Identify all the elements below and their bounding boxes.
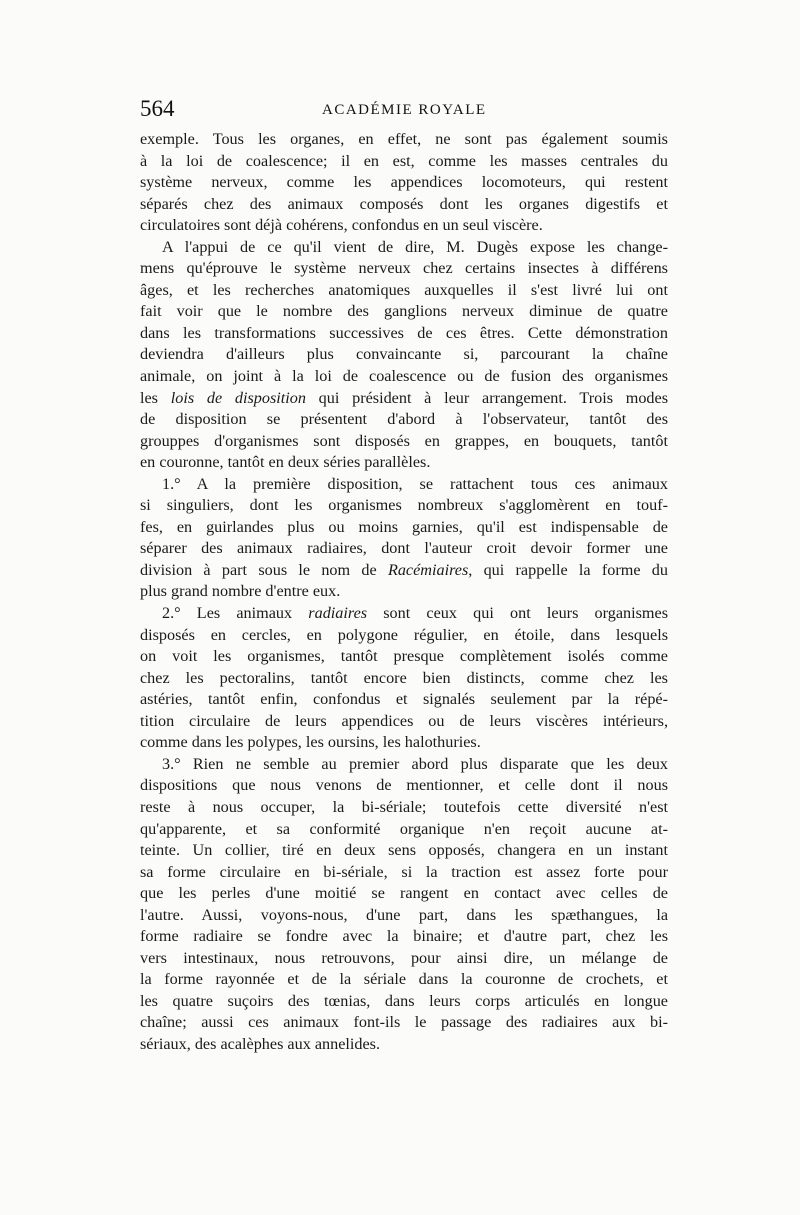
page-header bbox=[140, 96, 668, 126]
text-line: séparer des animaux radiaires, dont l'auteur croit devoir former une bbox=[140, 539, 668, 558]
text-line: tition circulaire de leurs appendices ou de leurs viscères intérieurs, bbox=[140, 711, 668, 730]
text-line: séparés chez des animaux composés dont les organes digestifs et bbox=[140, 194, 668, 213]
text-line: reste à nous occuper, la bi-sériale; toutefois cette diversité n'est bbox=[140, 797, 668, 816]
text-line: plus grand nombre d'entre eux. bbox=[140, 582, 341, 601]
italic-term: Racémiaires bbox=[387, 560, 469, 579]
running-head: ACADÉMIE ROYALE bbox=[322, 102, 487, 118]
text-line: comme dans les polypes, les oursins, les halothuries. bbox=[140, 733, 481, 752]
text-line: à la loi de coalescence; il en est, comme les masses centrales du bbox=[140, 151, 668, 170]
text-line: animale, on joint à la loi de coalescence ou de fusion des organismes bbox=[140, 367, 668, 386]
italic-term: lois de disposition bbox=[170, 388, 306, 407]
body-text bbox=[140, 129, 668, 1056]
text-line: on voit les organismes, tantôt presque complètement isolés comme bbox=[140, 647, 668, 666]
italic-term: radiaires bbox=[308, 604, 368, 623]
text-line: la forme rayonnée et de la sériale dans la couronne de crochets, et bbox=[140, 970, 668, 989]
text-line: astéries, tantôt enfin, confondus et signalés seulement par la répé- bbox=[140, 690, 668, 709]
text-line: sériaux, des acalèphes aux annelides. bbox=[140, 1034, 381, 1053]
text-line: que les perles d'une moitié se rangent en contact avec celles de bbox=[140, 884, 668, 903]
text-line: circulatoires sont déjà cohérens, confondus en un seul viscère. bbox=[140, 216, 543, 235]
text-line: fait voir que le nombre des ganglions nerveux diminue de quatre bbox=[140, 302, 668, 321]
text-segment: division à part sous le nom de bbox=[140, 560, 388, 579]
text-line: 1.° A la première disposition, se rattachent tous ces animaux bbox=[162, 474, 668, 493]
text-line: exemple. Tous les organes, en effet, ne sont pas également soumis bbox=[140, 130, 668, 148]
text-line: vers intestinaux, nous retrouvons, pour ainsi dire, un mélange de bbox=[140, 948, 668, 967]
text-line: dans les transformations successives de ces êtres. Cette démonstration bbox=[140, 323, 668, 342]
text-line: teinte. Un collier, tiré en deux sens opposés, changera en un instant bbox=[140, 841, 668, 860]
text-line: forme radiaire se fondre avec la binaire; et d'autre part, chez les bbox=[140, 927, 668, 946]
text-segment: les bbox=[140, 388, 171, 407]
text-line: en couronne, tantôt en deux séries parallèles. bbox=[140, 453, 431, 472]
text-line bbox=[140, 560, 668, 582]
text-line: si singuliers, dont les organismes nombreux s'agglomèrent en touf- bbox=[140, 496, 668, 515]
text-segment: qui président à leur arrangement. Trois modes bbox=[305, 388, 668, 407]
text-line: deviendra d'ailleurs plus convaincante si, parcourant la chaîne bbox=[140, 345, 668, 364]
text-line: A l'appui de ce qu'il vient de dire, M. Dugès expose les change- bbox=[162, 237, 668, 256]
text-line: fes, en guirlandes plus ou moins garnies, qu'il est indispensable de bbox=[140, 517, 668, 536]
text-segment: , qui rappelle la forme du bbox=[468, 560, 668, 579]
text-line: chez les pectoralins, tantôt encore bien distincts, comme chez les bbox=[140, 668, 668, 687]
text-line bbox=[140, 388, 668, 410]
text-line: disposés en cercles, en polygone régulier, en étoile, dans lesquels bbox=[140, 625, 668, 644]
text-line: système nerveux, comme les appendices locomoteurs, qui restent bbox=[140, 173, 668, 192]
page-number: 564 bbox=[140, 96, 175, 121]
text-line: âges, et les recherches anatomiques auxquelles il s'est livré lui ont bbox=[140, 280, 668, 299]
text-line: les quatre suçoirs des tœnias, dans leurs corps articulés en longue bbox=[140, 991, 668, 1010]
text-line: chaîne; aussi ces animaux font-ils le passage des radiaires aux bi- bbox=[140, 1013, 668, 1032]
text-line bbox=[140, 603, 668, 625]
text-segment: sont ceux qui ont leurs organismes bbox=[367, 604, 668, 623]
text-line: mens qu'éprouve le système nerveux chez certains insectes à différens bbox=[140, 259, 668, 278]
text-line: dispositions que nous venons de mentionner, et celle dont il nous bbox=[140, 776, 668, 795]
text-line: l'autre. Aussi, voyons-nous, d'une part, dans les spæthangues, la bbox=[140, 905, 668, 924]
text-line: sa forme circulaire en bi-sériale, si la traction est assez forte pour bbox=[140, 862, 668, 881]
text-line: qu'apparente, et sa conformité organique n'en reçoit aucune at- bbox=[140, 819, 668, 838]
text-line: 3.° Rien ne semble au premier abord plus disparate que les deux bbox=[162, 754, 668, 773]
text-line: grouppes d'organismes sont disposés en grappes, en bouquets, tantôt bbox=[140, 431, 668, 450]
text-line: de disposition se présentent d'abord à l'observateur, tantôt des bbox=[140, 410, 668, 429]
text-segment: 2.° Les animaux bbox=[162, 604, 309, 623]
